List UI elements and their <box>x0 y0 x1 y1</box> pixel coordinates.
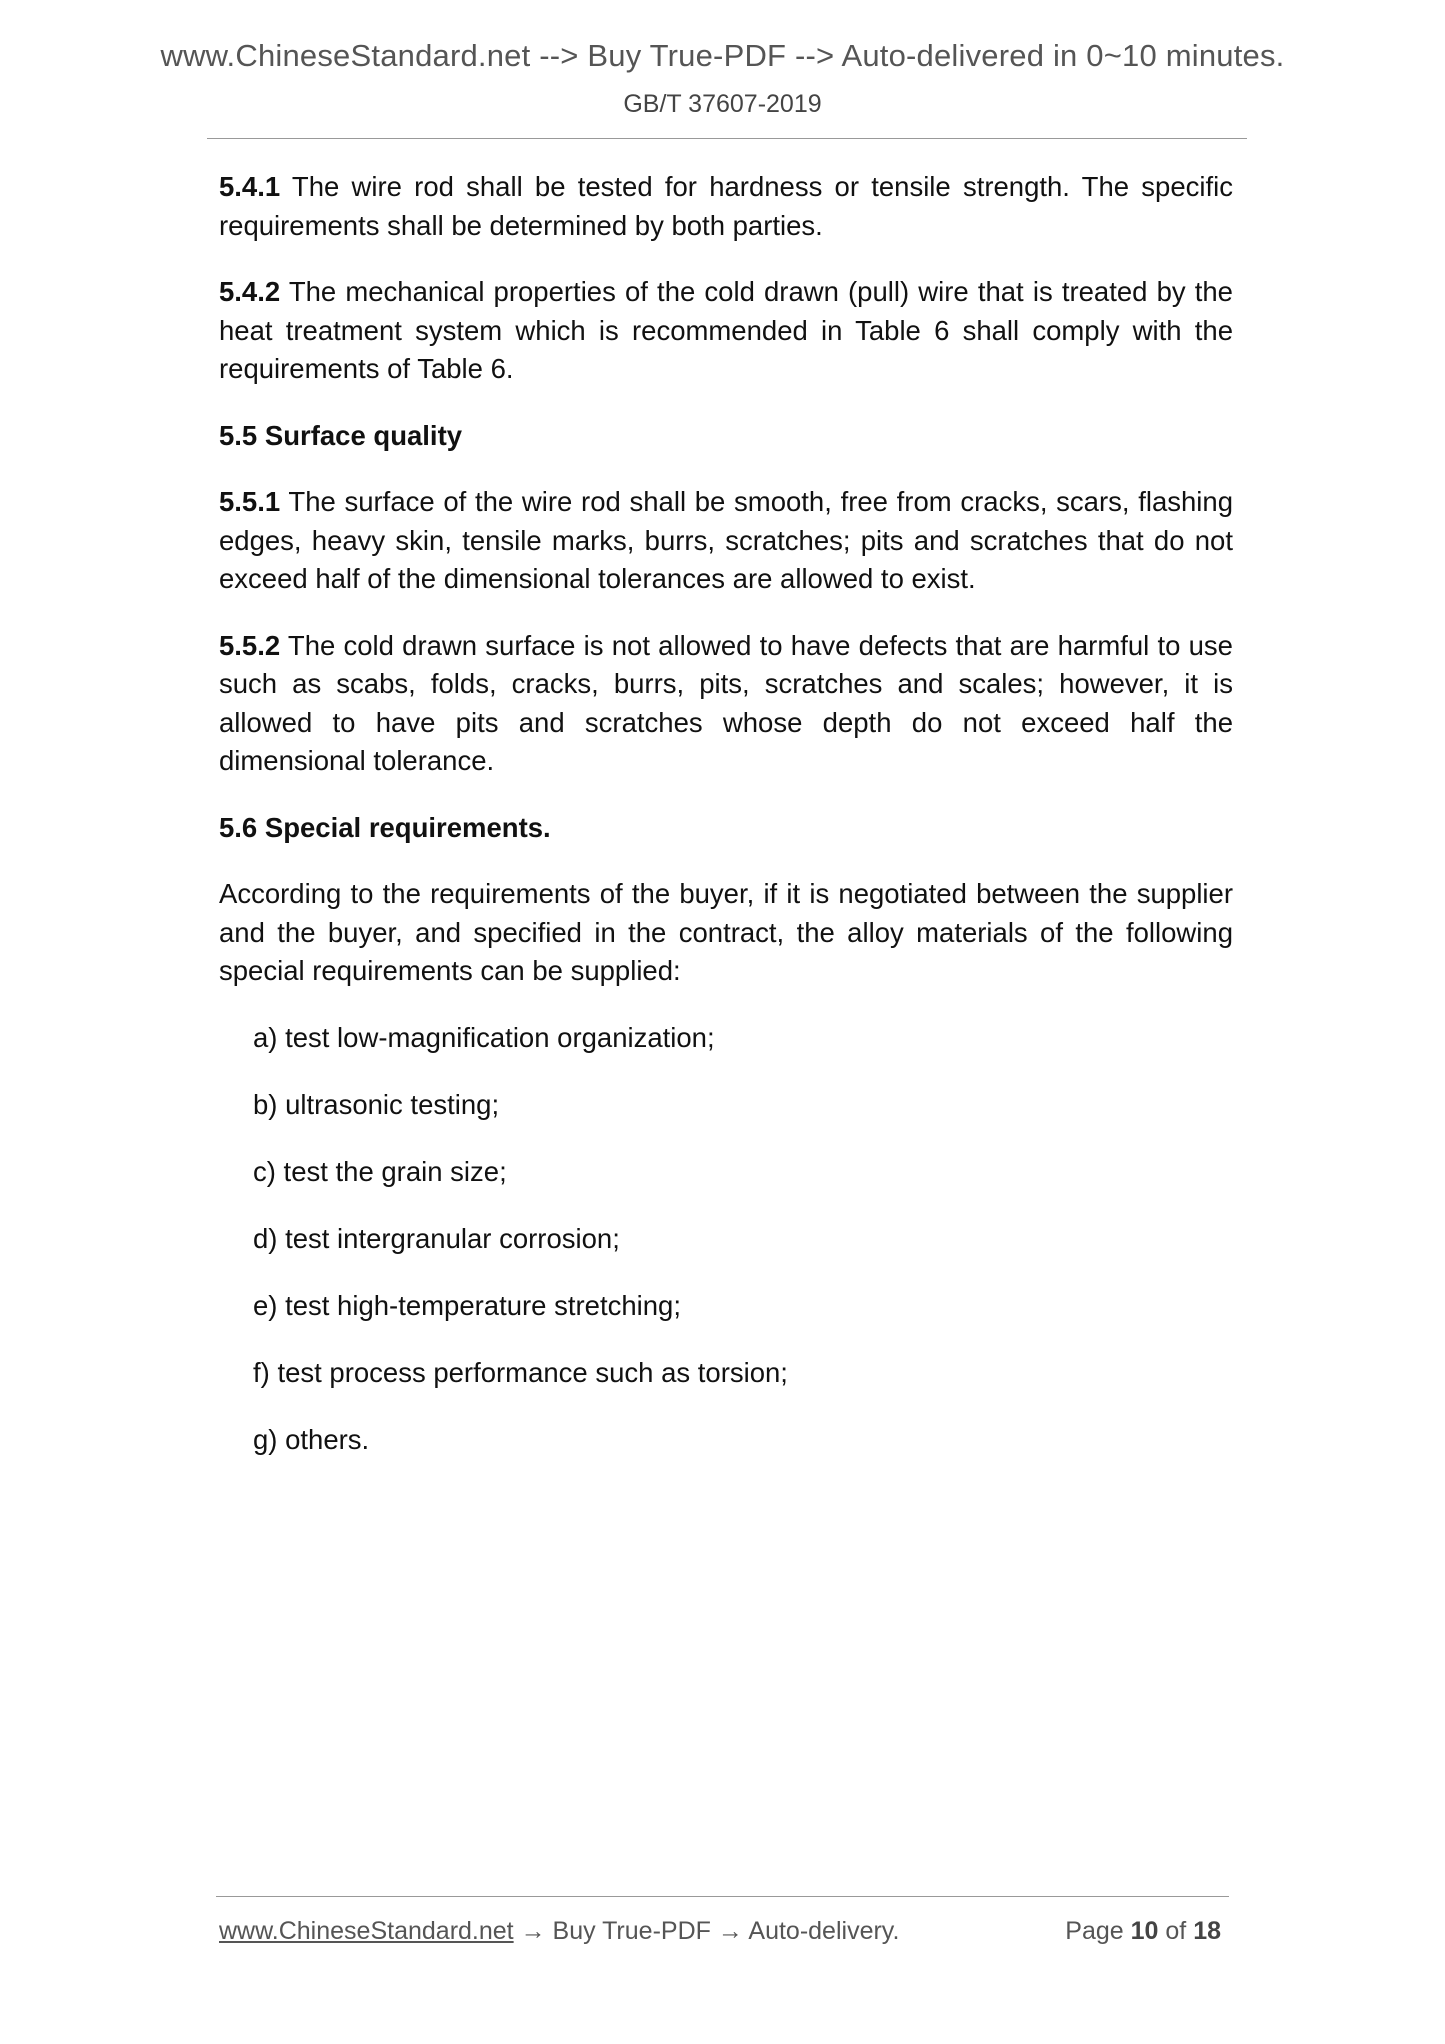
clause-5-5-2 <box>219 627 1233 781</box>
clause-5-5-1 <box>219 483 1233 599</box>
section-heading-5-6: 5.6 Special requirements. <box>219 811 551 843</box>
page-label: Page <box>1065 1917 1124 1945</box>
list-item: b) ultrasonic testing; <box>253 1088 500 1120</box>
clause-text: The mechanical properties of the cold drawn (pull) wire that is treated by the heat treatment system which is recommended in Table 6 shall comply with the requirements of Table 6. <box>219 276 1233 384</box>
clause-text: The wire rod shall be tested for hardness or tensile strength. The specific requirements shall be determined by both parties. <box>219 171 1233 241</box>
footer-promo <box>219 1917 899 1946</box>
site-banner: www.ChineseStandard.net --> Buy True-PDF --> Auto-delivered in 0~10 minutes. <box>160 38 1285 73</box>
list-item: a) test low-magnification organization; <box>253 1021 715 1053</box>
clause-5-6-intro: According to the requirements of the buyer, if it is negotiated between the supplier and the buyer, and specified in the contract, the alloy materials of the following special requirements can be supplied: <box>219 878 1233 986</box>
clause-text: The surface of the wire rod shall be smooth, free from cracks, scars, flashing edges, heavy skin, tensile marks, burrs, scratches; pits and scratches that do not exceed half of the dimensional tolerances are allowed to exist. <box>219 486 1233 594</box>
of-label: of <box>1165 1917 1187 1945</box>
clause-number: 5.5.2 <box>219 629 281 661</box>
footer-promo-text: → Buy True-PDF → Auto-delivery. <box>513 1917 900 1945</box>
clause-number: 5.4.2 <box>219 276 281 307</box>
header-divider <box>207 138 1247 139</box>
footer-site-link[interactable]: www.ChineseStandard.net <box>219 1917 514 1945</box>
section-heading-5-5: 5.5 Surface quality <box>219 419 463 451</box>
clause-number: 5.5.1 <box>219 486 281 517</box>
list-item: d) test intergranular corrosion; <box>253 1222 620 1254</box>
footer-divider <box>216 1896 1229 1897</box>
total-pages: 18 <box>1193 1917 1221 1945</box>
clause-number: 5.4.1 <box>219 171 281 202</box>
current-page: 10 <box>1130 1917 1159 1945</box>
clause-5-4-1 <box>219 168 1233 245</box>
clause-text: The cold drawn surface is not allowed to have defects that are harmful to use such as scabs, folds, cracks, burrs, pits, scratches and scales; however, it is allowed to have pits and scratches whose depth do not exceed half the dimensional tolerance. <box>219 629 1233 776</box>
clause-5-4-2 <box>219 273 1233 389</box>
list-item: f) test process performance such as torsion; <box>253 1356 788 1388</box>
page-indicator <box>1065 1917 1221 1946</box>
list-item: g) others. <box>253 1423 370 1455</box>
document-code: GB/T 37607-2019 <box>623 90 822 118</box>
document-body <box>219 168 1233 1488</box>
list-item: c) test the grain size; <box>253 1155 507 1187</box>
list-item: e) test high-temperature stretching; <box>253 1289 681 1321</box>
